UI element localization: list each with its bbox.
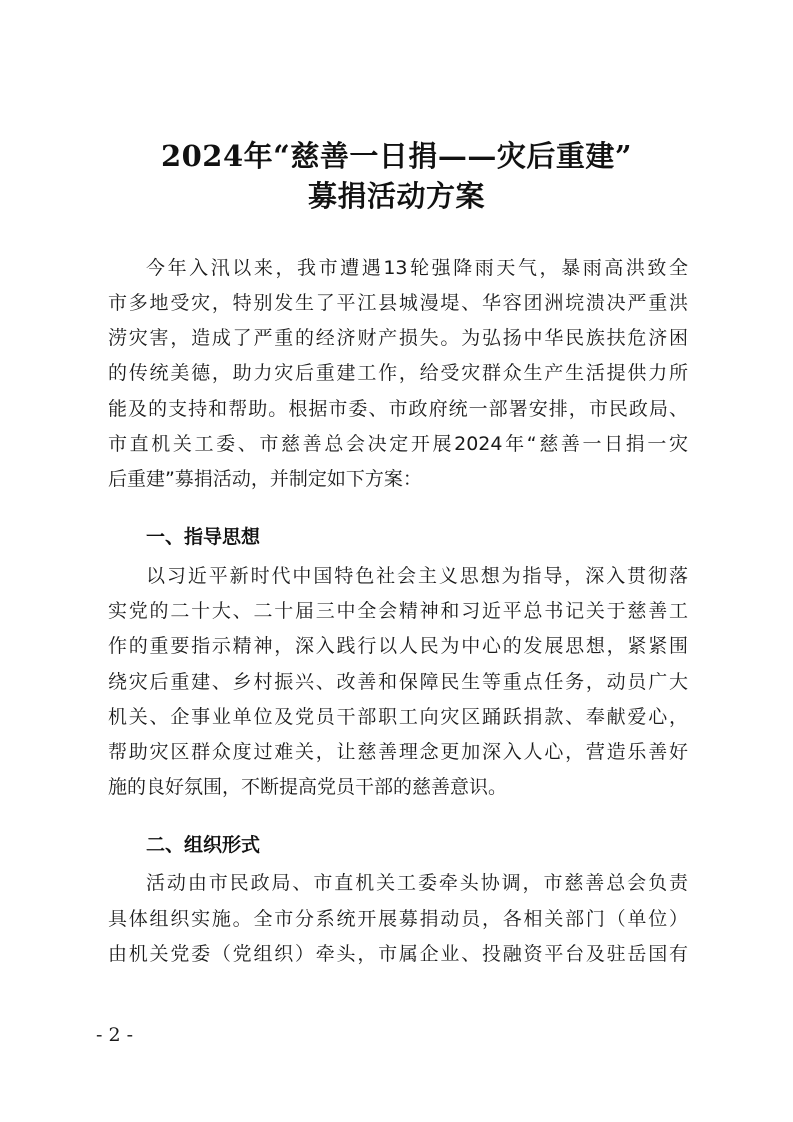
section-1-paragraph-line: 实党的二十大、二十届三中全会精神和习近平总书记关于慈善工 [108, 600, 688, 622]
document-title-line-1: 2024年“慈善一日捐——灾后重建” [160, 139, 633, 173]
section-1-paragraph-line: 施的良好氛围，不断提高党员干部的慈善意识。 [108, 776, 508, 798]
section-heading-guiding-ideology: 一、指导思想 [146, 526, 261, 548]
section-2-paragraph-line: 具体组织实施。全市分系统开展募捐动员，各相关部门（单位） [108, 908, 688, 930]
intro-paragraph-line: 能及的支持和帮助。根据市委、市政府统一部署安排，市民政局、 [108, 398, 688, 420]
intro-paragraph-line: 今年入汛以来，我市遭遇13轮强降雨天气，暴雨高洪致全 [146, 257, 688, 279]
intro-paragraph-line: 的传统美德，助力灾后重建工作，给受灾群众生产生活提供力所 [108, 362, 688, 384]
section-2-paragraph-line: 由机关党委（党组织）牵头，市属企业、投融资平台及驻岳国有 [108, 943, 688, 965]
section-1-paragraph-line: 作的重要指示精神，深入践行以人民为中心的发展思想，紧紧围 [108, 635, 688, 657]
intro-paragraph-line: 市多地受灾，特别发生了平江县城漫堤、华容团洲垸溃决严重洪 [108, 292, 688, 314]
section-1-paragraph-line: 机关、企事业单位及党员干部职工向灾区踊跃捐款、奉献爱心， [108, 706, 688, 728]
section-1-paragraph-line: 绕灾后重建、乡村振兴、改善和保障民生等重点任务，动员广大 [108, 671, 688, 693]
document-title-line-2: 募捐活动方案 [307, 179, 485, 213]
page-number: - 2 - [96, 1024, 134, 1046]
section-1-paragraph-line: 帮助灾区群众度过难关，让慈善理念更加深入人心，营造乐善好 [108, 741, 688, 763]
section-2-paragraph-line: 活动由市民政局、市直机关工委牵头协调，市慈善总会负责 [146, 872, 688, 894]
intro-paragraph-line: 后重建”募捐活动，并制定如下方案： [108, 468, 422, 490]
intro-paragraph-line: 涝灾害，造成了严重的经济财产损失。为弘扬中华民族扶危济困 [108, 327, 688, 349]
intro-paragraph-line: 市直机关工委、市慈善总会决定开展2024年“慈善一日捐一灾 [108, 433, 688, 455]
section-heading-organization-form: 二、组织形式 [146, 834, 261, 856]
section-1-paragraph-line: 以习近平新时代中国特色社会主义思想为指导，深入贯彻落 [146, 565, 688, 587]
